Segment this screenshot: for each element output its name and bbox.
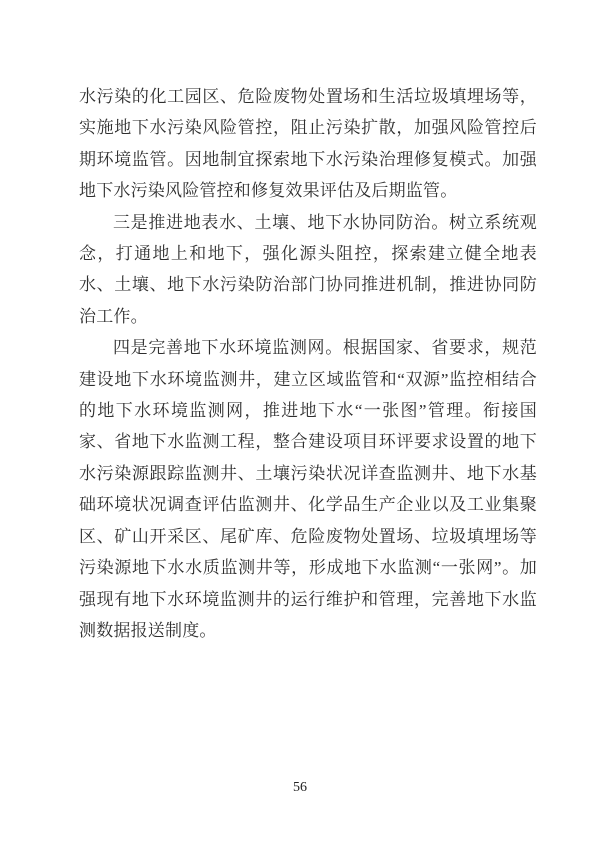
paragraph-point-four: 四是完善地下水环境监测网。根据国家、省要求，规范建设地下水环境监测井，建立区域监管和“双源”监控相结合的地下水环境监测网，推进地下水“一张图”管理。衔接国家、省地下水监测工程，整合建设项目环评要求设置的地下水污染源跟踪监测井、土壤污染状况详查监测井、地下水基础环境状况调查评估监测井、化学品生产企业以及工业集聚区、矿山开采区、尾矿库、危险废物处置场、垃圾填埋场等污染源地下水水质监测井等，形成地下水监测“一张网”。加强现有地下水环境监测井的运行维护和管理，完善地下水监测数据报送制度。 bbox=[79, 338, 537, 640]
paragraph-point-three: 三是推进地表水、土壤、地下水协同防治。树立系统观念，打通地上和地下，强化源头阻控，探索建立健全地表水、土壤、地下水污染防治部门协同推进机制，推进协同防治工作。 bbox=[79, 212, 537, 326]
paragraph-continuation: 水污染的化工园区、危险废物处置场和生活垃圾填埋场等，实施地下水污染风险管控，阻止污染扩散，加强风险管控后期环境监管。因地制宜探索地下水污染治理修复模式。加强地下水污染风险管控和修复效果评估及后期监管。 bbox=[79, 87, 537, 201]
page-number: 56 bbox=[293, 780, 307, 795]
document-body bbox=[79, 81, 537, 646]
